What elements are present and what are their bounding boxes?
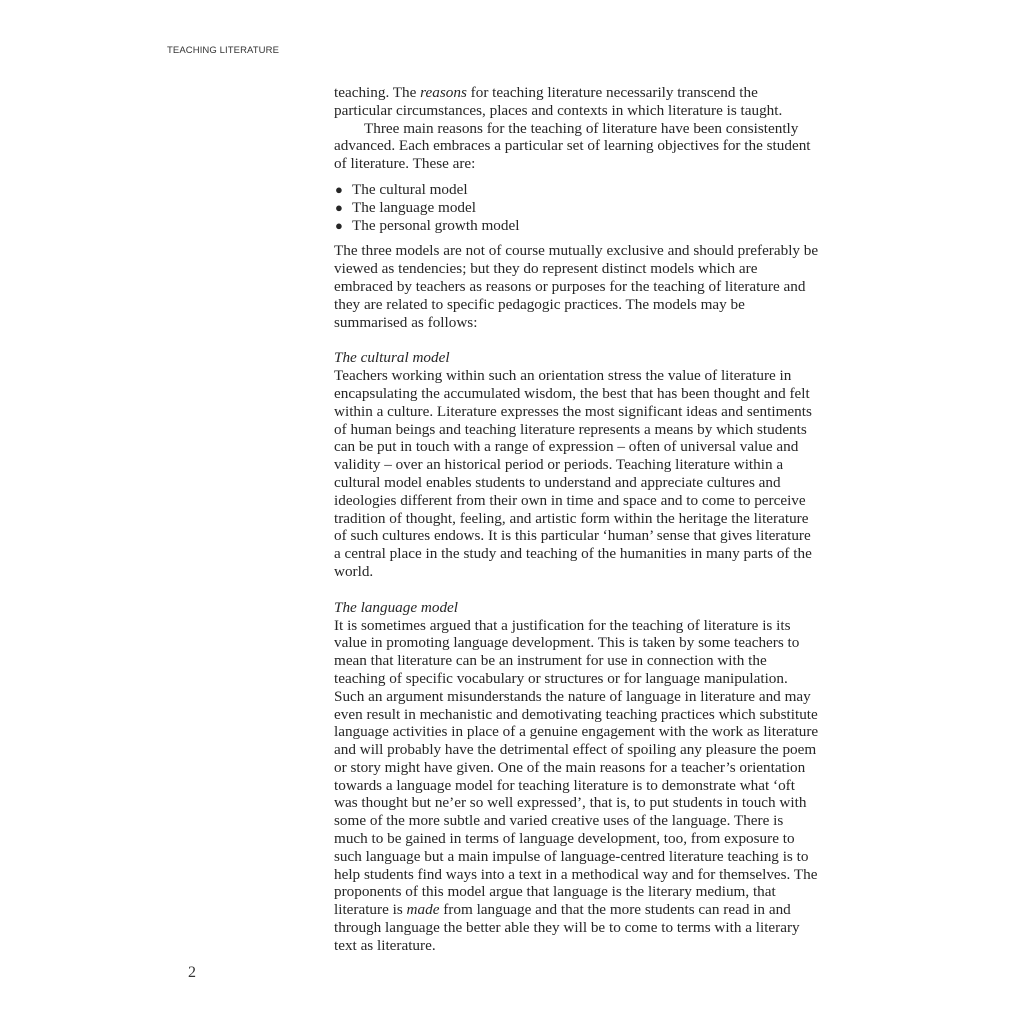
text-line: embraced by teachers as reasons or purposes for the teaching of literature and bbox=[334, 277, 806, 295]
text-line: such language but a main impulse of language-centred literature teaching is to bbox=[334, 847, 809, 865]
text-line: literature is made from language and that the more students can read in and bbox=[334, 901, 791, 919]
text-line: was thought but ne’er so well expressed’, that is, to put students in touch with bbox=[334, 794, 807, 812]
text-line: teaching. The reasons for teaching literature necessarily transcend the bbox=[334, 84, 758, 101]
text-line: can be put in touch with a range of expression – often of universal value and bbox=[334, 438, 799, 456]
section-heading: The language model bbox=[334, 598, 459, 616]
text-line: summarised as follows: bbox=[334, 313, 478, 331]
body-column bbox=[334, 84, 854, 955]
text-line: value in promoting language development. This is taken by some teachers to bbox=[334, 634, 800, 652]
bullet-icon: ● bbox=[335, 181, 343, 197]
intro-paragraph bbox=[334, 84, 854, 120]
list-item: ● The personal growth model bbox=[335, 216, 520, 234]
text-line: language activities in place of a genuine engagement with the work as literature bbox=[334, 723, 819, 741]
text-line: through language the better able they will be to come to terms with a literary bbox=[334, 919, 800, 937]
list-item: ● The cultural model bbox=[335, 180, 468, 198]
text-line: advanced. Each embraces a particular set of learning objectives for the student bbox=[334, 137, 811, 155]
text-line: much to be gained in terms of language development, too, from exposure to bbox=[334, 830, 795, 848]
text-line: encapsulating the accumulated wisdom, the best that has been thought and felt bbox=[334, 384, 810, 402]
overview-paragraph bbox=[334, 242, 854, 331]
text-line: and will probably have the detrimental effect of spoiling any pleasure the poem bbox=[334, 741, 817, 759]
text-line: Three main reasons for the teaching of literature have been consistently bbox=[364, 119, 799, 137]
reasons-paragraph bbox=[334, 120, 854, 173]
text-line: towards a language model for teaching literature is to demonstrate what ‘oft bbox=[334, 776, 795, 794]
text-line: particular circumstances, places and contexts in which literature is taught. bbox=[334, 101, 783, 119]
text-line: tradition of thought, feeling, and artistic form within the heritage the literature bbox=[334, 509, 809, 527]
text-line: of such cultures endows. It is this particular ‘human’ sense that gives literature bbox=[334, 527, 811, 545]
text-line: The three models are not of course mutually exclusive and should preferably be bbox=[334, 242, 819, 260]
page-number: 2 bbox=[188, 964, 196, 981]
language-model-section bbox=[334, 599, 854, 955]
text-line: they are related to specific pedagogic practices. The models may be bbox=[334, 295, 745, 313]
text-line: a central place in the study and teaching of the humanities in many parts of the bbox=[334, 545, 812, 563]
text-line: even result in mechanistic and demotivating teaching practices which substitute bbox=[334, 705, 818, 723]
text-line: Teachers working within such an orientation stress the value of literature in bbox=[334, 367, 792, 385]
text-line: mean that literature can be an instrument for use in connection with the bbox=[334, 652, 767, 670]
running-head: TEACHING LITERATURE bbox=[167, 45, 280, 56]
bullet-icon: ● bbox=[335, 199, 343, 215]
text-line: some of the more subtle and varied creative uses of the language. There is bbox=[334, 812, 784, 830]
models-bullet-list bbox=[334, 181, 854, 234]
emphasis-reasons: reasons bbox=[420, 84, 467, 101]
text-line: viewed as tendencies; but they do represent distinct models which are bbox=[334, 260, 758, 278]
text-line: text as literature. bbox=[334, 936, 436, 954]
text-line: of literature. These are: bbox=[334, 155, 476, 173]
text-line: cultural model enables students to understand and appreciate cultures and bbox=[334, 473, 781, 491]
text-line: teaching of specific vocabulary or structures or for language manipulation. bbox=[334, 669, 788, 687]
text-line: world. bbox=[334, 562, 374, 580]
text-line: within a culture. Literature expresses the most significant ideas and sentiments bbox=[334, 402, 812, 420]
cultural-model-section bbox=[334, 349, 854, 580]
text-line: proponents of this model argue that language is the literary medium, that bbox=[334, 883, 776, 901]
bullet-icon: ● bbox=[335, 217, 343, 233]
text-line: ideologies different from their own in time and space and to come to perceive bbox=[334, 491, 806, 509]
section-heading: The cultural model bbox=[334, 349, 450, 367]
text-line: validity – over an historical period or periods. Teaching literature within a bbox=[334, 456, 784, 474]
text-line: help students find ways into a text in a methodical way and for themselves. The bbox=[334, 865, 818, 883]
text-line: or story might have given. One of the main reasons for a teacher’s orientation bbox=[334, 758, 806, 776]
text-line: Such an argument misunderstands the nature of language in literature and may bbox=[334, 687, 811, 705]
text-line: It is sometimes argued that a justification for the teaching of literature is its bbox=[334, 616, 791, 634]
text-line: of human beings and teaching literature represents a means by which students bbox=[334, 420, 807, 438]
list-item: ● The language model bbox=[335, 198, 476, 216]
emphasis-made: made bbox=[406, 901, 440, 919]
